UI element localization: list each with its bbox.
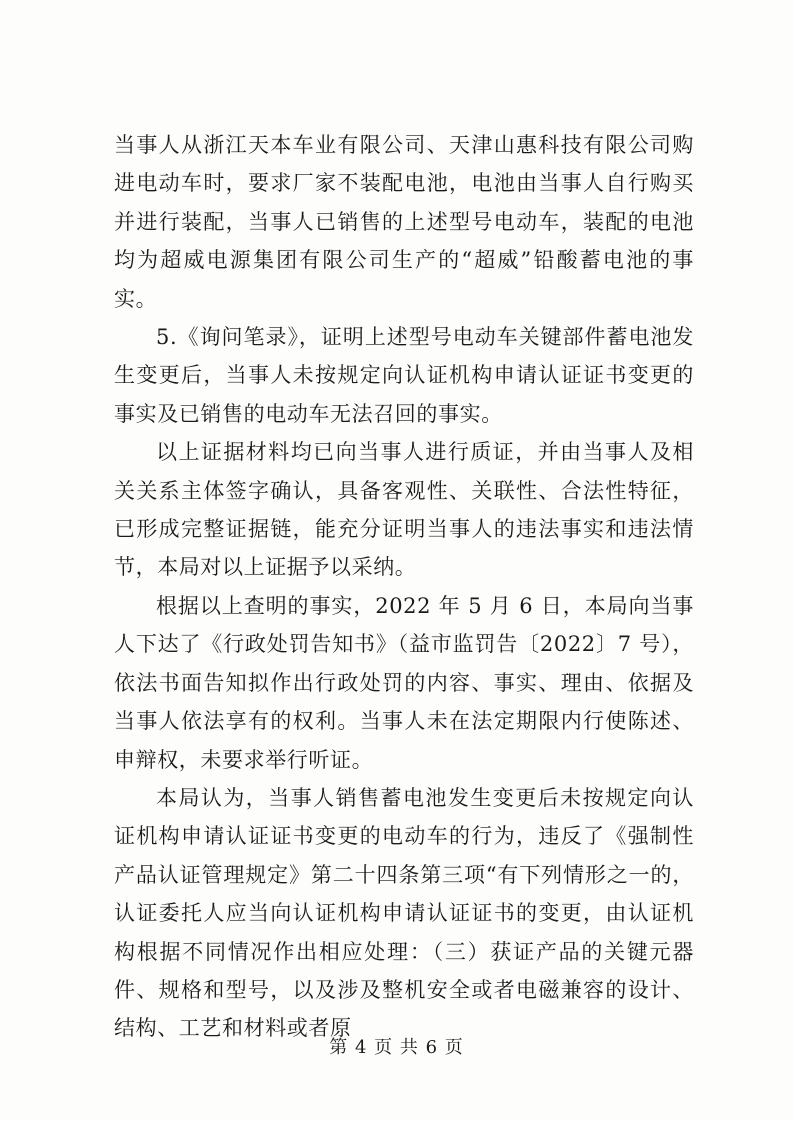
page-number: 第 4 页 共 6 页 — [329, 1037, 464, 1058]
paragraph-finding: 本局认为，当事人销售蓄电池发生变更后未按规定向认证机构申请认证证书变更的电动车的行为，违反了《强制性产品认证管理规定》第二十四条第三项“有下列情形之一的，认证委托人应当向认证机构申请认证证书的变更，由认证机构根据不同情况作出相应处理：（三）获证产品的关键元器件、规格和型号，以及涉及整机安全或者电磁兼容的设计、结构、工艺和材料或者原 — [114, 785, 694, 1041]
document-body — [114, 126, 694, 1048]
paragraph-notice: 根据以上查明的事实，2022 年 5 月 6 日，本局向当事人下达了《行政处罚告知书》（益市监罚告〔2022〕7 号），依法书面告知拟作出行政处罚的内容、事实、理由、依据及当事人依法享有的权利。当事人未在法定期限内行使陈述、申辩权，未要求举行听证。 — [114, 593, 694, 772]
paragraph-continued: 当事人从浙江天本车业有限公司、天津山惠科技有限公司购进电动车时，要求厂家不装配电池，电池由当事人自行购买并进行装配，当事人已销售的上述型号电动车，装配的电池均为超威电源集团有限公司生产的“超威”铅酸蓄电池的事实。 — [114, 133, 694, 311]
paragraph-evidence-5: 5.《询问笔录》，证明上述型号电动车关键部件蓄电池发生变更后，当事人未按规定向认证机构申请认证证书变更的事实及已销售的电动车无法召回的事实。 — [114, 325, 694, 426]
paragraph-evidence-summary: 以上证据材料均已向当事人进行质证，并由当事人及相关关系主体签字确认，具备客观性、关联性、合法性特征，已形成完整证据链，能充分证明当事人的违法事实和违法情节，本局对以上证据予以采纳。 — [114, 440, 694, 580]
